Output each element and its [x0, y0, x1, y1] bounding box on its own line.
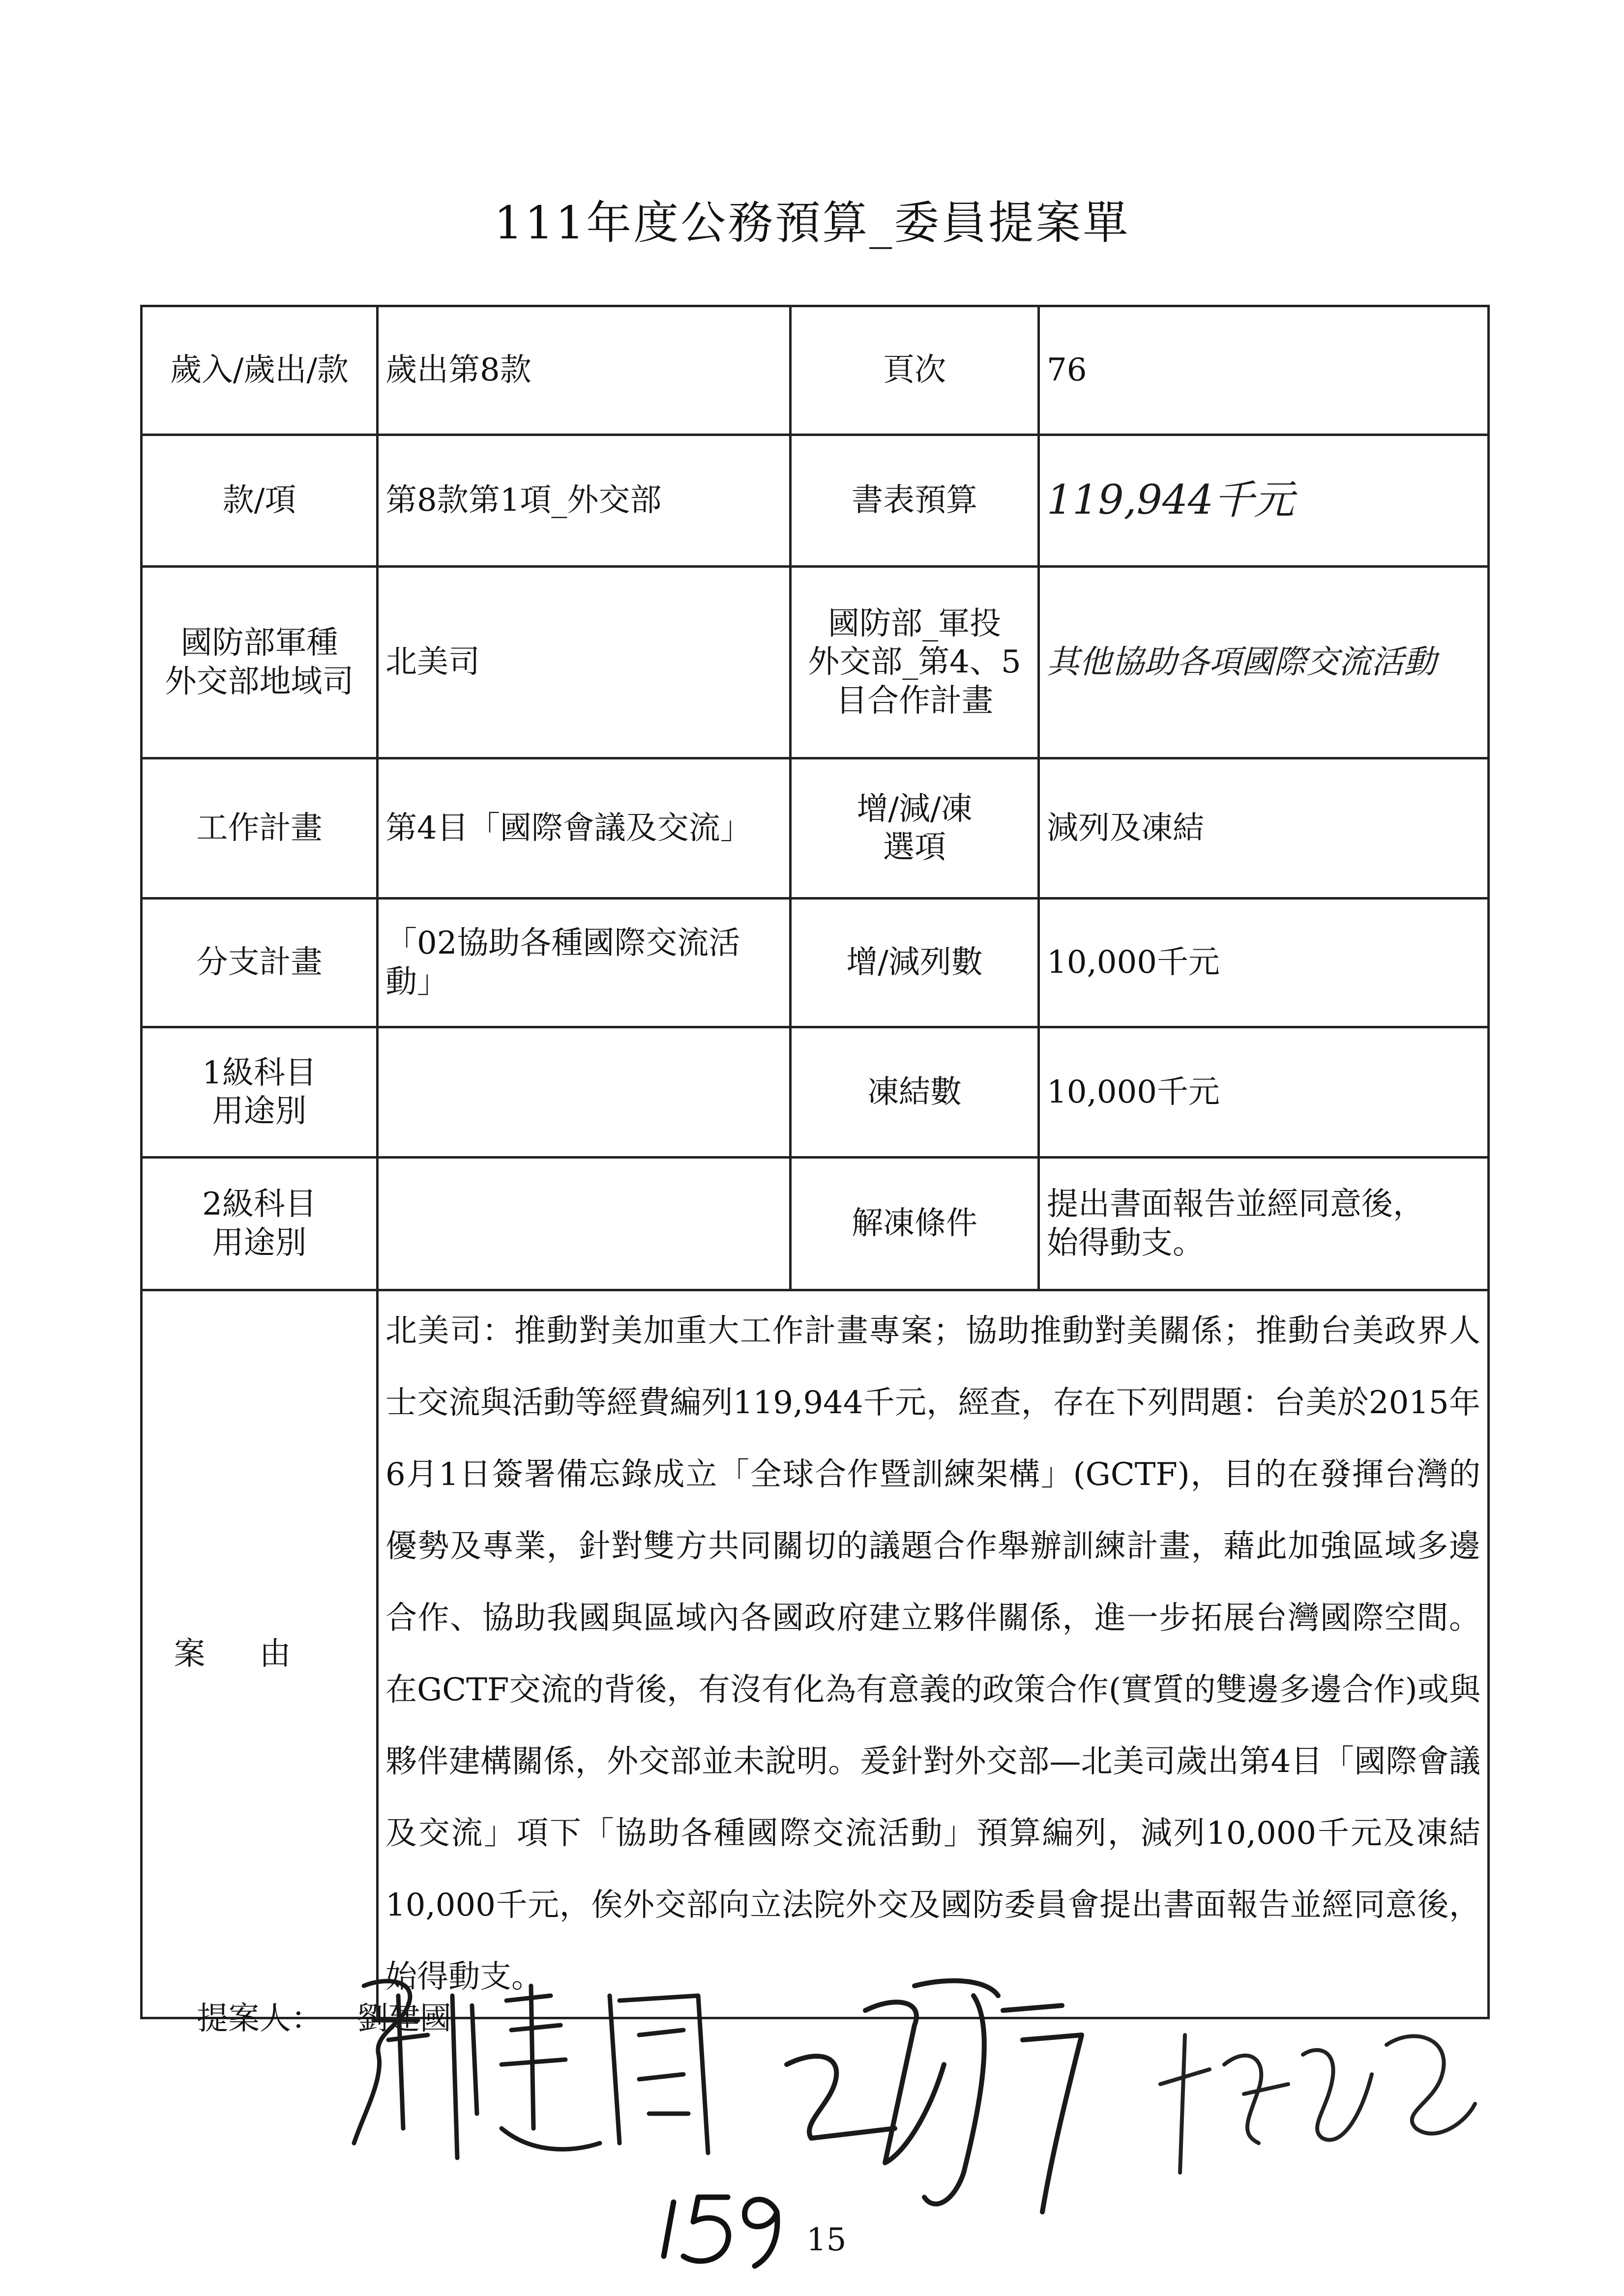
form-row — [142, 306, 1489, 435]
row-value: 北美司 — [378, 567, 791, 758]
reason-text: 北美司：推動對美加重大工作計畫專案；協助推動對美關係；推動台美政界人士交流與活動等經費編列119,944千元，經查，存在下列問題：台美於2015年6月1日簽署備忘錄成立「全球合作暨訓練架構」(GCTF)，目的在發揮台灣的優勢及專業，針對雙方共同關切的議題合作舉辦訓練計畫，藉此加強區域多邊合作、協助我國與區域內各國政府建立夥伴關係，進一步拓展台灣國際空間。在GCTF交流的背後，有沒有化為有意義的政策合作(實質的雙邊多邊合作)或與夥伴建構關係，外交部並未說明。爰針對外交部—北美司歲出第4目「國際會議及交流」項下「協助各種國際交流活動」預算編列，減列10,000千元及凍結10,000千元，俟外交部向立法院外交及國防委員會提出書面報告並經同意後，始得動支。 — [378, 1290, 1489, 2018]
form-title: 111年度公務預算_委員提案單 — [494, 197, 1130, 249]
row-label: 增/減/凍 選項 — [791, 758, 1039, 899]
proposal-form-table — [140, 305, 1490, 2019]
row-value: 減列及凍結 — [1039, 758, 1489, 899]
form-row — [142, 1027, 1489, 1158]
signature-1 — [344, 1966, 738, 2173]
row-value: 10,000千元 — [1039, 899, 1489, 1027]
plan-handwritten-value: 其他協助各項國際交流活動 — [1039, 567, 1489, 758]
row-label: 頁次 — [791, 306, 1039, 435]
row-label: 增/減列數 — [791, 899, 1039, 1027]
reason-label: 案由 — [142, 1290, 378, 2018]
row-value: 歲出第8款 — [378, 306, 791, 435]
row-label: 歲入/歲出/款 — [142, 306, 378, 435]
form-row — [142, 1158, 1489, 1290]
row-value — [378, 1027, 791, 1158]
row-label: 書表預算 — [791, 435, 1039, 567]
row-value: 76 — [1039, 306, 1489, 435]
form-row — [142, 567, 1489, 758]
budget-handwritten-value: 119,944千元 — [1039, 435, 1489, 567]
form-row — [142, 758, 1489, 899]
row-label: 分支計畫 — [142, 899, 378, 1027]
row-label: 工作計畫 — [142, 758, 378, 899]
row-value: 提出書面報告並經同意後， 始得動支。 — [1039, 1158, 1489, 1290]
row-label: 凍結數 — [791, 1027, 1039, 1158]
page-number: 15 — [806, 2222, 847, 2258]
row-label: 解凍條件 — [791, 1158, 1039, 1290]
form-row — [142, 899, 1489, 1027]
row-value: 第8款第1項_外交部 — [378, 435, 791, 567]
row-label: 1級科目 用途別 — [142, 1027, 378, 1158]
row-value: 10,000千元 — [1039, 1027, 1489, 1158]
row-value — [378, 1158, 791, 1290]
row-label: 國防部軍種 外交部地域司 — [142, 567, 378, 758]
signature-2 — [767, 1966, 1121, 2241]
proposer-name: 劉建國 — [357, 2001, 451, 2037]
signature-3 — [1141, 2005, 1485, 2192]
row-value: 第4目「國際會議及交流」 — [378, 758, 791, 899]
row-label: 款/項 — [142, 435, 378, 567]
row-label: 國防部_軍投 外交部_第4、5 目合作計畫 — [791, 567, 1039, 758]
row-label: 2級科目 用途別 — [142, 1158, 378, 1290]
proposer-label: 提案人： — [197, 2001, 323, 2037]
row-value: 「02協助各種國際交流活 動」 — [378, 899, 791, 1027]
form-row — [142, 435, 1489, 567]
reason-row — [142, 1290, 1489, 2018]
handwritten-page-number — [654, 2182, 792, 2271]
